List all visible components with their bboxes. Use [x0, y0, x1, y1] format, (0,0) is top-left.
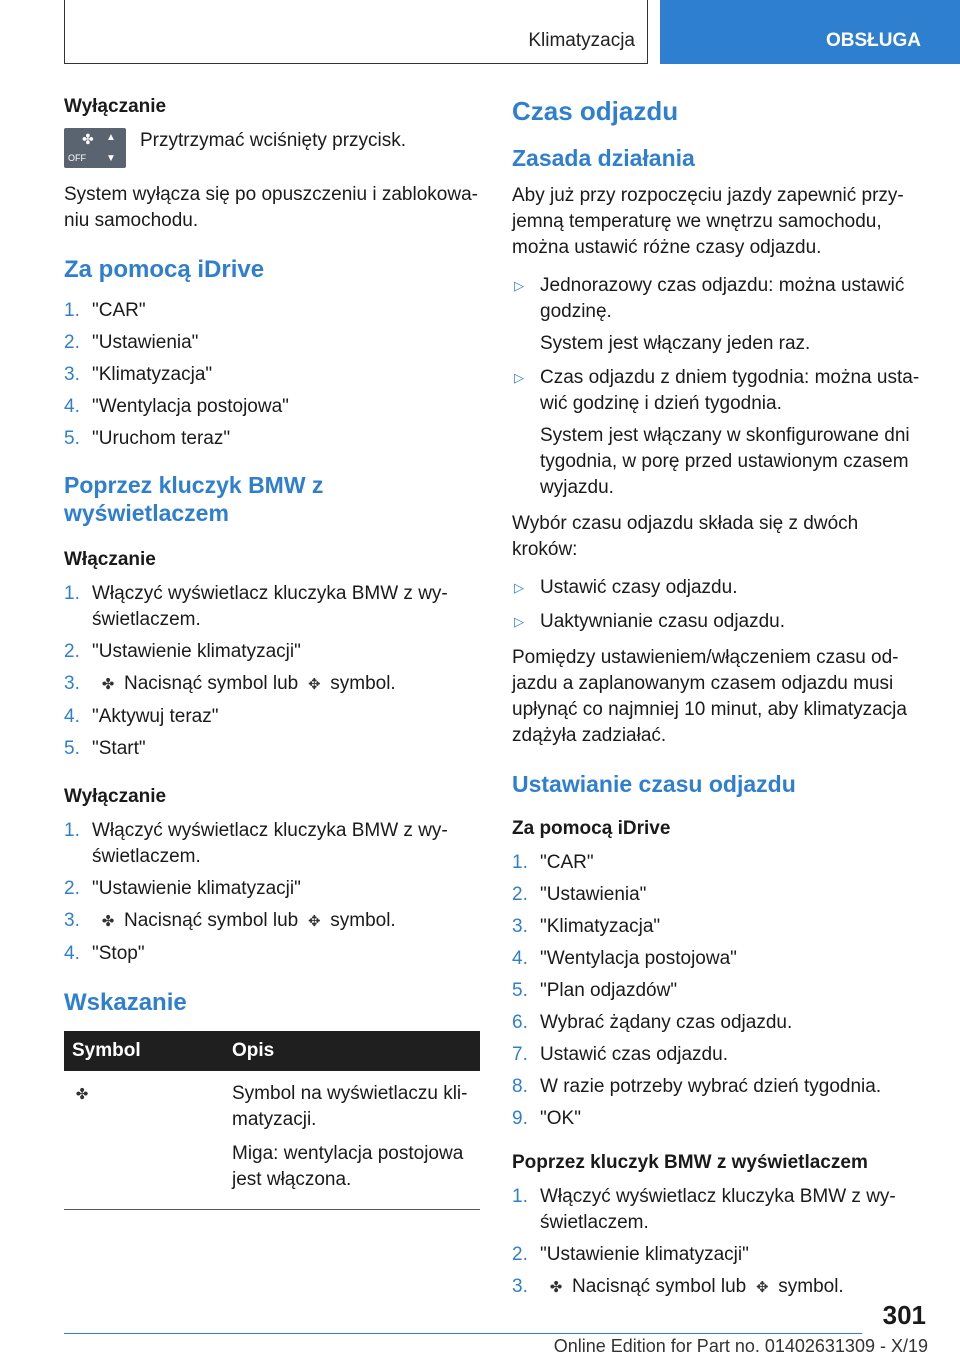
page-number: 301 [882, 1300, 926, 1330]
list-item: 4. "Wentylacja postojowa" [64, 396, 289, 417]
list-item: 9. "OK" [512, 1108, 581, 1130]
list-item: ▷ Ustawić czasy odjazdu. [512, 575, 928, 601]
list-item: 5. "Uruchom teraz" [64, 428, 231, 449]
fan-icon: ✤ [82, 131, 94, 147]
fan-icon: ✥ [755, 1279, 769, 1297]
principle-text: Aby już przy rozpoczęciu jazdy zapewnić przy‐jemną temperaturę we wnętrzu samochodu, można ustawić różne czasy odjazdu. [512, 184, 904, 258]
list-item: 2. "Ustawienia" [512, 884, 647, 906]
fan-icon: ✤ [101, 913, 115, 931]
fan-icon: ✥ [307, 913, 321, 931]
arrow-down-icon: ▼ [106, 153, 116, 164]
list-item: 6. Wybrać żądany czas odjazdu. [512, 1012, 793, 1034]
list-item: ▷ Jednorazowy czas odjazdu: można ustawić godzinę. System jest włączany jeden raz. [514, 274, 905, 354]
arrow-up-icon: ▲ [106, 132, 116, 143]
list-item: 7. Ustawić czas odjazdu. [512, 1044, 728, 1066]
selection-text: Wybór czasu odjazdu składa się z dwóch kroków: [512, 512, 859, 560]
list-item: 4. "Aktywuj teraz" [64, 706, 219, 728]
list-item: 1. Włączyć wyświetlacz kluczyka BMW z wy‐świetlaczem. [512, 1186, 896, 1234]
list-item: 3. "Klimatyzacja" [512, 916, 661, 938]
table-row [64, 1071, 480, 1210]
departure-types-list [512, 273, 928, 501]
departure-title: Czas odjazdu [512, 96, 679, 126]
footer-edition: Online Edition for Part no. 01402631309 - X/19 [553, 1336, 928, 1356]
fan-off-button-image [64, 128, 126, 168]
list-item: 2. "Ustawienie klimatyzacji" [64, 878, 301, 900]
key-heading-right: Poprzez kluczyk BMW z wyświetlaczem [512, 1152, 868, 1174]
header-chapter-tab: OBSŁUGA [660, 0, 960, 64]
indicator-heading: Wskazanie [64, 989, 187, 1017]
list-item: 2. "Ustawienie klimatyzacji" [64, 641, 301, 663]
key-steps-right [512, 1184, 928, 1301]
list-item: 3. "Klimatyzacja" [64, 364, 213, 385]
table-header-desc: Opis [224, 1031, 480, 1071]
list-item: 2. "Ustawienie klimatyzacji" [512, 1244, 749, 1266]
list-item: 4. "Wentylacja postojowa" [512, 948, 737, 970]
table-desc-1: Symbol na wyświetlaczu kli‐matyzacji. [232, 1083, 468, 1131]
off-label: OFF [68, 153, 86, 163]
fan-icon: ✤ [101, 676, 115, 694]
fan-icon: ✤ [549, 1279, 563, 1297]
right-column [512, 96, 928, 1317]
idrive-heading-right: Za pomocą iDrive [512, 818, 671, 840]
table-header-symbol: Symbol [64, 1031, 224, 1071]
on-steps [64, 581, 480, 762]
list-item: ▷ Czas odjazdu z dniem tygodnia: można usta‐wić godzinę i dzień tygodnia. System jest włączany w skonfigurowane dni tygodnia, w porę przed ustawionym czasem wyjazdu. [514, 366, 920, 498]
list-item: 3. ✤ Nacisnąć symbol lub ✥ symbol. [64, 671, 480, 698]
list-item: 2. "Ustawienia" [64, 332, 199, 353]
off-instruction: Przytrzymać wciśnięty przycisk. [140, 130, 407, 151]
list-item: 5. "Start" [64, 738, 146, 760]
footer-divider [64, 1333, 862, 1334]
list-item: 1. Włączyć wyświetlacz kluczyka BMW z wy‐świetlaczem. [64, 820, 448, 868]
off-note: System wyłącza się po opuszczeniu i zablokowa‐niu samochodu. [64, 184, 478, 231]
setting-heading: Ustawianie czasu odjazdu [512, 770, 796, 797]
list-item: ▷ Uaktywnianie czasu odjazdu. [512, 609, 928, 635]
interval-text: Pomiędzy ustawieniem/włączeniem czasu od‐jazdu a zaplanowanym czasem odjazdu musi upłynąć co najmniej 10 minut, aby klimatyzacja zdążyła zadziałać. [512, 646, 907, 746]
list-item: 3. ✤ Nacisnąć symbol lub ✥ symbol. [64, 908, 480, 935]
page-header [64, 0, 960, 64]
header-section-box [64, 0, 648, 64]
triangle-right-icon: ▷ [514, 579, 524, 595]
selection-steps-list [512, 575, 928, 635]
principle-heading: Zasada działania [512, 145, 695, 171]
list-item: 1. "CAR" [64, 300, 146, 321]
list-item: 1. "CAR" [512, 852, 594, 874]
idrive-heading-left: Za pomocą iDrive [64, 256, 265, 283]
idrive-steps-right [512, 850, 928, 1132]
off2-steps [64, 818, 480, 967]
triangle-right-icon: ▷ [514, 369, 524, 385]
header-section-title: Klimatyzacja [528, 30, 635, 51]
list-item: 4. "Stop" [64, 943, 145, 965]
table-desc-2: Miga: wentylacja postojowa jest włączona. [232, 1143, 464, 1191]
off-heading: Wyłączanie [64, 96, 167, 117]
triangle-right-icon: ▷ [514, 613, 524, 629]
fan-icon: ✥ [307, 676, 321, 694]
off-button-row [64, 128, 480, 168]
on-heading: Włączanie [64, 549, 156, 571]
key-heading-left: Poprzez kluczyk BMW z wyświetlaczem [64, 472, 324, 526]
list-item: 3. ✤ Nacisnąć symbol lub ✥ symbol. [512, 1274, 928, 1301]
idrive-steps-left [64, 298, 480, 452]
fan-icon: ✤ [75, 1086, 89, 1104]
list-item: 5. "Plan odjazdów" [512, 980, 678, 1002]
left-column [64, 96, 480, 1210]
indicator-table [64, 1031, 480, 1210]
list-item: 8. W razie potrzeby wybrać dzień tygodnia. [512, 1076, 882, 1098]
list-item: 1. Włączyć wyświetlacz kluczyka BMW z wy‐świetlaczem. [64, 583, 448, 631]
off2-heading: Wyłączanie [64, 786, 167, 808]
triangle-right-icon: ▷ [514, 277, 524, 293]
